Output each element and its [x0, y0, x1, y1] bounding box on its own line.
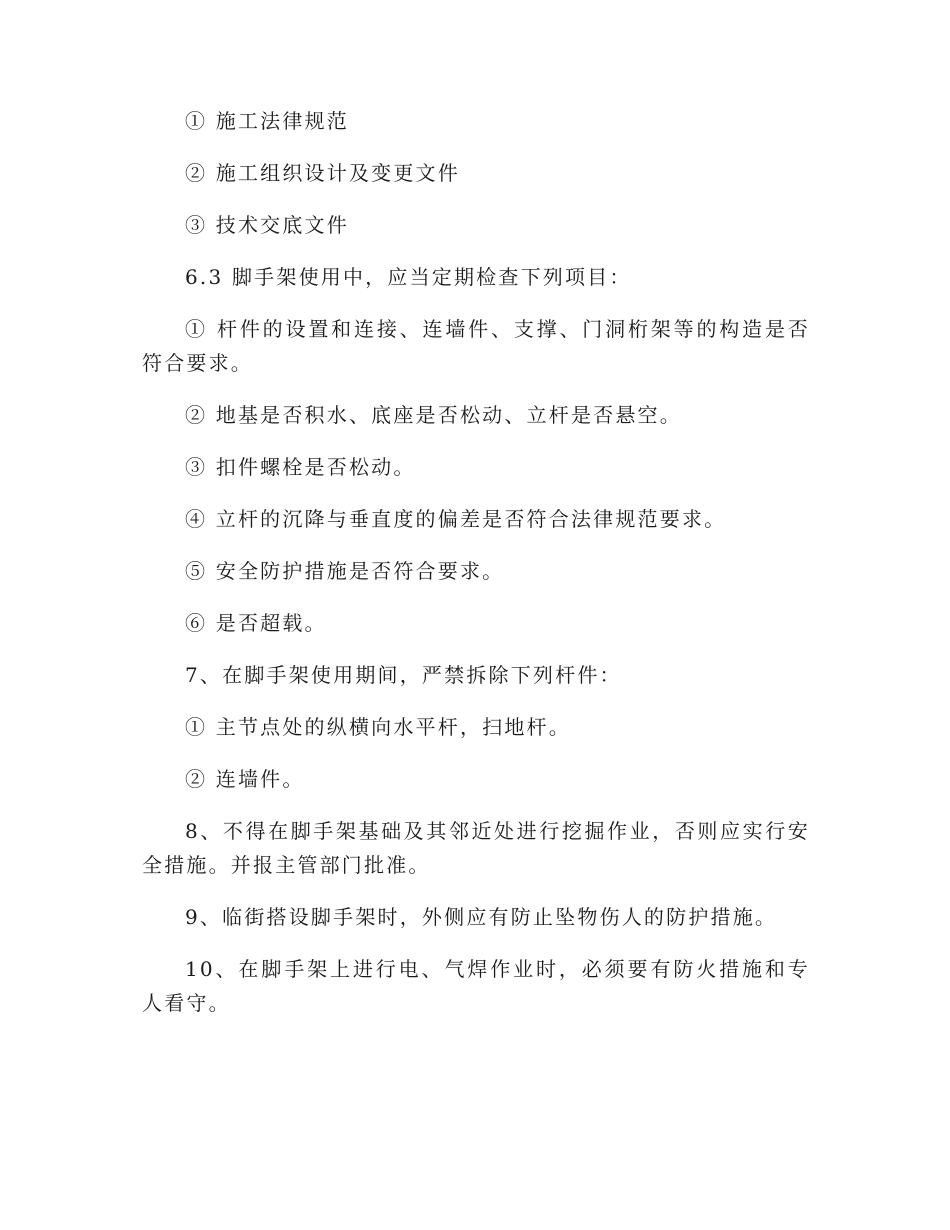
section-heading-7: 7、在脚手架使用期间，严禁拆除下列杆件： — [185, 663, 622, 687]
list-item-construction-design: ② 施工组织设计及变更文件 — [185, 161, 460, 185]
check-item-1: ① 杆件的设置和连接、连墙件、支撑、门洞桁架等的构造是否符合要求。 — [142, 317, 810, 375]
check-item-2: ② 地基是否积水、底座是否松动、立杆是否悬空。 — [185, 403, 682, 427]
section-paragraph-8: 8、不得在脚手架基础及其邻近处进行挖掘作业，否则应实行安全措施。并报主管部门批准。 — [142, 819, 810, 877]
section-paragraph-10: 10、在脚手架上进行电、气焊作业时，必须要有防火措施和专人看守。 — [142, 957, 810, 1015]
section-heading-6-3: 6.3 脚手架使用中，应当定期检查下列项目： — [185, 265, 632, 289]
list-item-technical-briefing: ③ 技术交底文件 — [185, 213, 349, 237]
check-item-6: ⑥ 是否超载。 — [185, 611, 327, 635]
prohibited-item-1: ① 主节点处的纵横向水平杆，扫地杆。 — [185, 715, 571, 739]
list-item-law-regulations: ① 施工法律规范 — [185, 109, 349, 133]
check-item-5: ⑤ 安全防护措施是否符合要求。 — [185, 559, 505, 583]
check-item-3: ③ 扣件螺栓是否松动。 — [185, 455, 416, 479]
section-paragraph-9: 9、临街搭设脚手架时，外侧应有防止坠物伤人的防护措施。 — [185, 905, 778, 929]
check-item-4: ④ 立杆的沉降与垂直度的偏差是否符合法律规范要求。 — [185, 507, 727, 531]
document-page — [142, 104, 810, 1038]
prohibited-item-2: ② 连墙件。 — [185, 767, 305, 791]
